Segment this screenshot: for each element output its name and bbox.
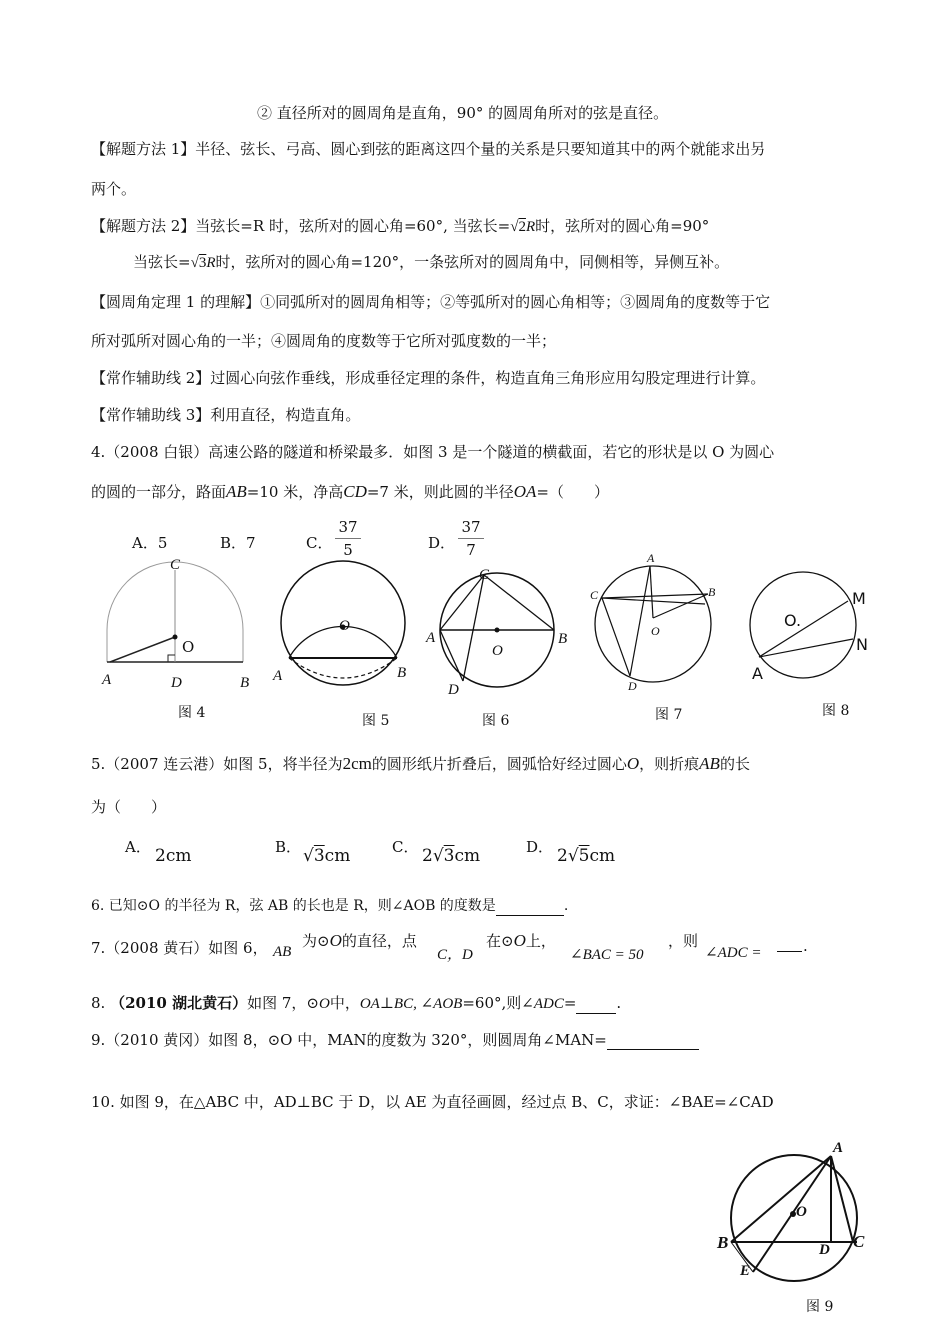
q4-choice-d: D． [428,534,456,552]
fig6-label-c: C [479,567,490,583]
q4-choice-b: B．7 [220,534,256,552]
q5-choice-a-value: 2cm [155,846,192,866]
q8-end: . [616,994,622,1012]
sqrt2R: √2R [510,219,536,235]
q8-adc: ADC [533,996,564,1012]
q5-o: O [626,754,640,773]
q8-answer-blank[interactable] [576,997,616,1014]
q4-text-3: =7 米，则此圆的半径 [366,483,514,501]
q4-cd: CD [343,482,367,501]
fig5-label-b: B [397,665,407,681]
question-7 [91,930,268,966]
line-5 [133,252,729,273]
q6-text: 6. 已知⊙O 的半径为 R，弦 AB 的长也是 R，则∠AOB 的度数是 [91,898,496,914]
q7-end: . [803,937,808,955]
q5-choice-d-value: 2√5cm [557,846,616,866]
q4-choice-c: C． [306,534,333,552]
q4-oa: OA [513,482,537,501]
q7-text-4: ，则 [668,932,699,950]
q8-text-2: 中， [329,994,360,1012]
fig4-label-a: A [102,672,112,688]
sqrt3R: √3R [190,255,216,271]
q9-answer-blank[interactable] [607,1033,699,1050]
figure-6 [435,563,568,693]
line-8: 【常作辅助线 2】过圆心向弦作垂线，形成垂径定理的条件，构造直角三角形应用勾股定理进行计算。 [91,369,766,387]
fig6-caption: 图 6 [482,713,510,729]
q7-angle-bac: ∠BAC = 50 [570,947,644,963]
q4-text-1: 的圆的一部分，路面 [91,483,227,501]
q5-choice-a: A． [125,838,151,856]
figure-8 [745,565,875,695]
q7-angle-adc: ∠ADC = [705,945,762,961]
q7-text-2: 为⊙O的直径，点 [302,931,417,950]
q5-ab: AB [699,754,720,773]
figure-4 [100,560,260,690]
q8-text-1: 如图 7，⊙ [247,994,319,1012]
line-2: 【解题方法 1】半径、弦长、弓高、圆心到弦的距离这四个量的关系是只要知道其中的两个就能求出另 [91,140,766,158]
q8-num: 8. [91,994,106,1012]
fig5-label-o: O [339,618,350,634]
fig9-label-b: B [717,1233,729,1252]
frac-num: 37 [461,518,481,536]
q5-choice-d: D． [526,838,554,856]
line-5-b: 时，弦所对的圆心角=120°，一条弦所对的圆周角中，同侧相等，异侧互补。 [215,253,730,271]
q4-text-2: =10 米，净高 [246,483,344,501]
q5-text-1: 5.（2007 连云港）如图 5，将半径为 [91,755,343,773]
q5-choice-c: C． [392,838,419,856]
fig6-label-b: B [558,631,568,647]
fig8-label-m: M [852,589,866,608]
q8-condition: OA⊥BC, ∠AOB [359,996,463,1012]
q6-end: . [563,898,569,914]
line-4-a: 【解题方法 2】当弦长=R 时，弦所对的圆心角=60°, 当弦长= [91,217,511,235]
q7-cd: C，D [437,947,473,963]
q6-answer-blank[interactable] [496,899,564,916]
line-3: 两个。 [91,180,137,198]
q4-choice-a: A．5 [132,534,168,552]
q8-text-3: =60°,则∠ [462,994,534,1012]
fig4-caption: 图 4 [178,705,206,721]
q5-text-4: 的长 [719,755,750,773]
fig4-label-b: B [240,675,250,691]
line-4-b: 时，弦所对的圆心角=90° [535,217,710,235]
q8-eq: = [563,994,577,1012]
fig7-label-o: O [651,624,660,638]
line-6: 【圆周角定理 1 的理解】①同弧所对的圆周角相等；②等弧所对的圆心角相等；③圆周角的度数等于它 [91,293,771,311]
question-4-line-1: 4.（2008 白银）高速公路的隧道和桥梁最多．如图 3 是一个隧道的横截面，若它的形状是以 O 为圆心 [91,443,775,461]
fig9-label-e: E [740,1263,751,1279]
line-4 [91,216,709,237]
fig8-label-o: O. [784,611,802,630]
question-6 [91,896,568,916]
fig9-label-a: A [833,1140,844,1156]
q5-choice-b-value: √3cm [303,846,351,866]
q5-cm: 2cm [342,754,372,773]
fig4-label-c: C [170,557,181,573]
fig8-label-a: A [752,664,763,683]
q5-text-3: ，则折痕 [639,755,700,773]
fig6-label-d: D [448,682,459,698]
fig8-label-n: N [856,635,868,654]
line-5-a: 当弦长= [133,253,191,271]
question-5-line-1 [91,754,750,774]
question-4-line-2 [91,482,609,502]
q7-ab: AB [273,944,292,960]
line-9: 【常作辅助线 3】利用直径，构造直角。 [91,406,361,424]
q7-text-1: 7.（2008 黄石）如图 6， [91,939,268,957]
q8-o: O [318,996,330,1012]
fig7-caption: 图 7 [655,707,683,723]
q4-text-4: =（ ） [536,483,609,501]
fig7-label-b: B [708,585,716,599]
q8-source: （2010 湖北黄石） [110,994,248,1012]
fig9-caption: 图 9 [806,1299,834,1315]
q4-choice-d-fraction [456,518,486,559]
q4-ab: AB [226,482,247,501]
fig4-label-o: O [182,638,195,656]
frac-num: 37 [338,518,358,536]
fig9-label-d: D [819,1242,830,1258]
fig9-label-c: C [853,1232,865,1251]
q7-text-3: 在⊙O上， [486,931,556,950]
question-10: 10. 如图 9，在△ABC 中，AD⊥BC 于 D，以 AE 为直径画圆，经过点 B、C，求证：∠BAE=∠CAD [91,1093,774,1111]
question-9 [91,1030,699,1050]
frac-den: 5 [343,541,353,559]
fig5-caption: 图 5 [362,713,390,729]
fig8-caption: 图 8 [822,703,850,719]
fig4-label-d: D [171,675,182,691]
fig6-label-a: A [426,630,436,646]
question-5-line-2: 为（ ） [91,798,167,816]
frac-den: 7 [466,541,476,559]
q5-text-2: 的圆形纸片折叠后，圆弧恰好经过圆心 [371,755,627,773]
fig5-label-a: A [273,668,283,684]
fig9-label-o: O [796,1204,807,1220]
line-1: ② 直径所对的圆周角是直角，90° 的圆周角所对的弦是直径。 [257,104,669,122]
fig7-label-d: D [628,679,637,693]
q7-answer-blank[interactable] [777,950,802,952]
question-8 [91,993,621,1014]
line-7: 所对弧所对圆心角的一半；④圆周角的度数等于它所对弧度数的一半； [91,332,557,350]
q9-text: 9.（2010 黄冈）如图 8，⊙O 中，MAN的度数为 320°，则圆周角∠MAN= [91,1031,607,1049]
figure-7 [590,558,730,688]
q5-choice-c-value: 2√3cm [422,846,481,866]
fig6-label-o: O [492,643,503,659]
fig7-label-a: A [647,551,655,565]
fig7-label-c: C [590,588,599,602]
q5-choice-b: B． [275,838,302,856]
